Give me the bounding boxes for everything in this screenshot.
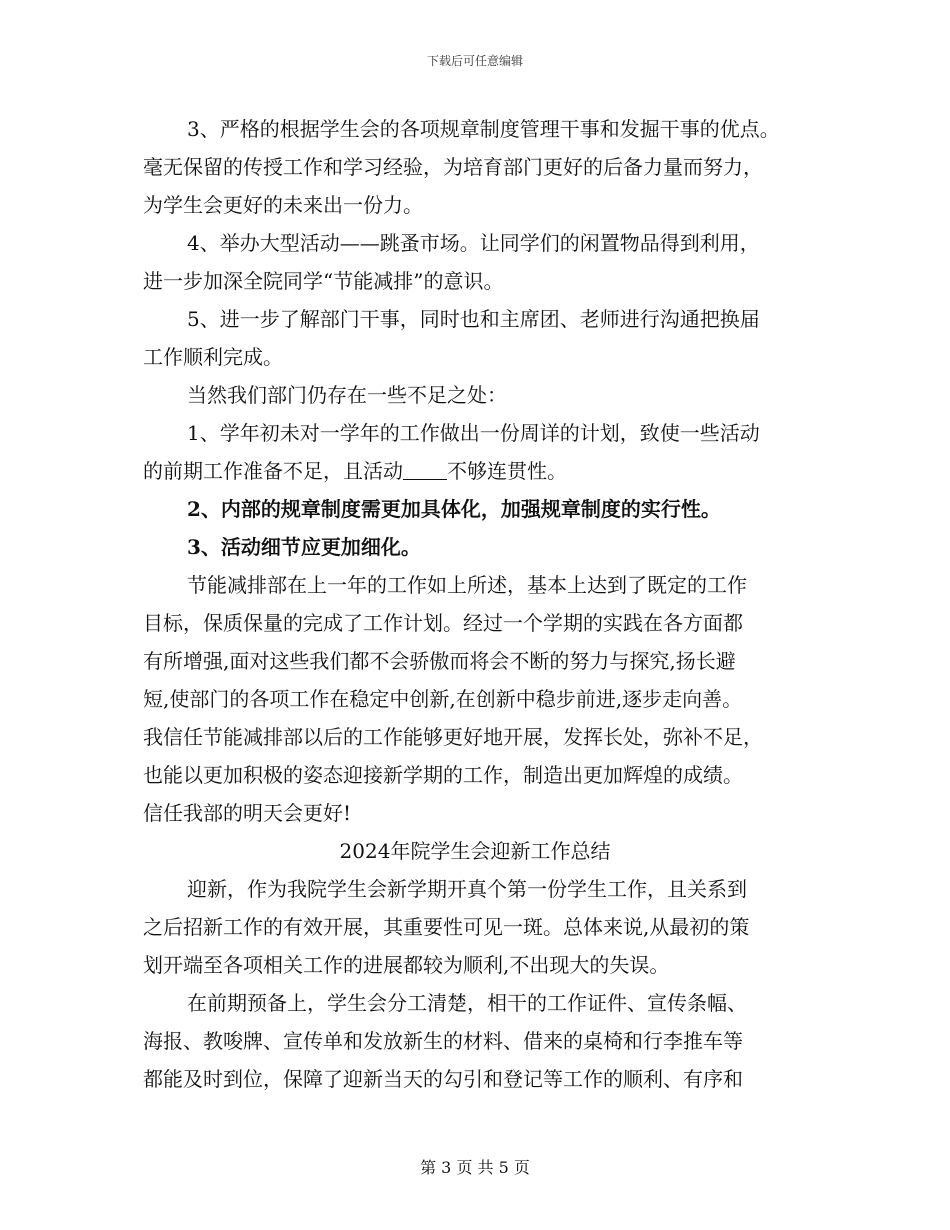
text-segment: 的前期工作准备不足，且活动: [143, 459, 403, 483]
text-line: 我信任节能减排部以后的工作能够更好地开展，发挥长处，弥补不足，: [143, 725, 763, 749]
text-line: 都能及时到位，保障了迎新当天的勾引和登记等工作的顺利、有序和: [143, 1067, 743, 1091]
text-line: 2、内部的规章制度需更加具体化，加强规章制度的实行性。: [187, 497, 721, 521]
text-line: 在前期预备上，学生会分工清楚，相干的工作证件、宣传条幅、: [187, 991, 747, 1015]
text-line: 信任我部的明天会更好!: [143, 801, 352, 825]
text-line: 也能以更加积极的姿态迎接新学期的工作，制造出更加辉煌的成绩。: [143, 763, 743, 787]
text-line: 海报、教唆牌、宣传单和发放新生的材料、借来的桌椅和行李推车等: [143, 1029, 743, 1053]
text-line: [143, 452, 807, 490]
text-line: 目标，保质保量的完成了工作计划。经过一个学期的实践在各方面都: [143, 611, 743, 635]
text-line: 划开端至各项相关工作的进展都较为顺利,不出现大的失误。: [143, 953, 670, 977]
text-line: 4、举办大型活动——跳蚤市场。让同学们的闲置物品得到利用，: [187, 231, 760, 255]
text-segment: 不够连贯性。: [447, 459, 567, 483]
text-line: 3、严格的根据学生会的各项规章制度管理干事和发掘干事的优点。: [187, 117, 780, 141]
page-footer: 第 3 页 共 5 页: [420, 1158, 530, 1177]
page-header: 下载后可任意编辑: [426, 54, 523, 68]
text-line: 为学生会更好的未来出一份力。: [143, 193, 423, 217]
text-line: 毫无保留的传授工作和学习经验，为培育部门更好的后备力量而努力，: [143, 155, 763, 179]
text-line: 迎新，作为我院学生会新学期开真个第一份学生工作，且关系到: [187, 877, 747, 901]
blank-underline: [403, 459, 447, 480]
text-line: 有所增强,面对这些我们都不会骄傲而将会不断的努力与探究,扬长避: [143, 649, 736, 673]
text-line: 工作顺利完成。: [143, 345, 283, 369]
text-line: 进一步加深全院同学“节能减排”的意识。: [143, 269, 504, 293]
text-line: 当然我们部门仍存在一些不足之处：: [187, 383, 507, 407]
text-line: 1、学年初未对一学年的工作做出一份周详的计划，致使一些活动: [187, 421, 760, 445]
text-line: 短,使部门的各项工作在稳定中创新,在创新中稳步前进,逐步走向善。: [143, 687, 743, 711]
text-line: 3、活动细节应更加细化。: [187, 535, 421, 559]
document-body: [143, 110, 807, 1098]
text-line: 5、进一步了解部门干事，同时也和主席团、老师进行沟通把换届: [187, 307, 760, 331]
text-line: 之后招新工作的有效开展，其重要性可见一斑。总体来说,从最初的策: [143, 915, 750, 939]
text-line: 节能减排部在上一年的工作如上所述，基本上达到了既定的工作: [187, 573, 747, 597]
section-title: 2024年院学生会迎新工作总结: [339, 839, 611, 863]
